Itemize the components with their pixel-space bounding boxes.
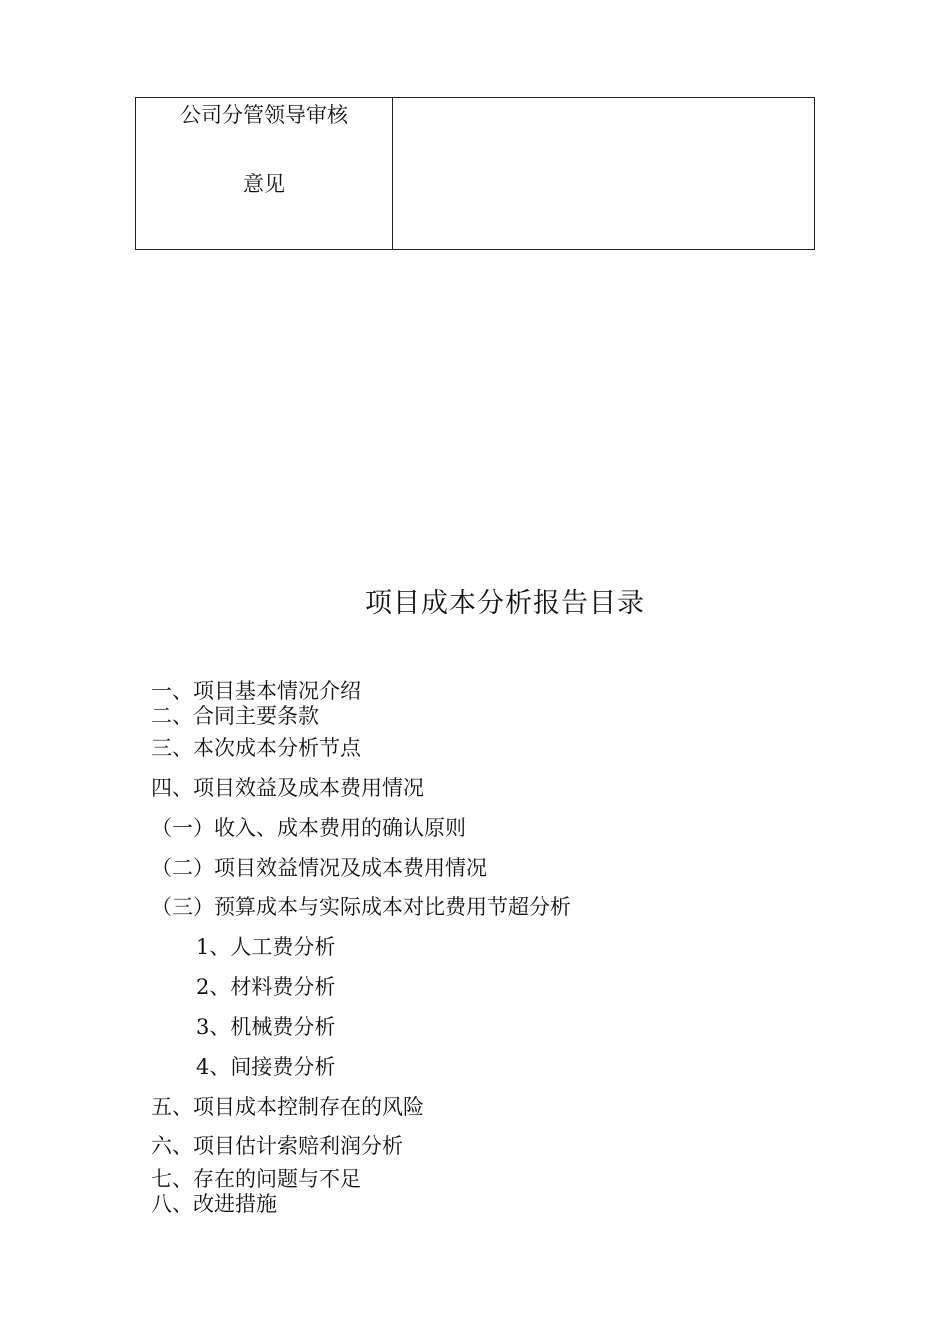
approval-table — [135, 97, 815, 250]
toc-item: 三、本次成本分析节点 — [151, 736, 361, 760]
approval-label: 公司分管领导审核 — [180, 103, 348, 127]
toc-subitem: （一）收入、成本费用的确认原则 — [151, 816, 466, 840]
toc-subsubitem: 4、间接费分析 — [196, 1055, 336, 1079]
toc-title: 项目成本分析报告目录 — [365, 588, 645, 619]
approval-label-continued: 意见 — [243, 172, 285, 196]
toc-subitem: （二）项目效益情况及成本费用情况 — [151, 856, 487, 880]
toc-item: 四、项目效益及成本费用情况 — [151, 776, 424, 800]
toc-subsubitem: 1、人工费分析 — [196, 935, 336, 959]
toc-item: 二、合同主要条款 — [151, 704, 319, 728]
toc-item: 一、项目基本情况介绍 — [151, 679, 361, 703]
toc-item: 五、项目成本控制存在的风险 — [151, 1095, 424, 1119]
approval-label-cell — [136, 98, 393, 249]
toc-item: 七、存在的问题与不足 — [151, 1167, 361, 1191]
toc-item: 六、项目估计索赔利润分析 — [151, 1134, 403, 1158]
toc-subsubitem: 3、机械费分析 — [196, 1015, 336, 1039]
approval-opinion-cell — [393, 98, 814, 249]
toc-subsubitem: 2、材料费分析 — [196, 975, 336, 999]
toc-subitem: （三）预算成本与实际成本对比费用节超分析 — [151, 895, 571, 919]
toc-item: 八、改进措施 — [151, 1192, 277, 1216]
